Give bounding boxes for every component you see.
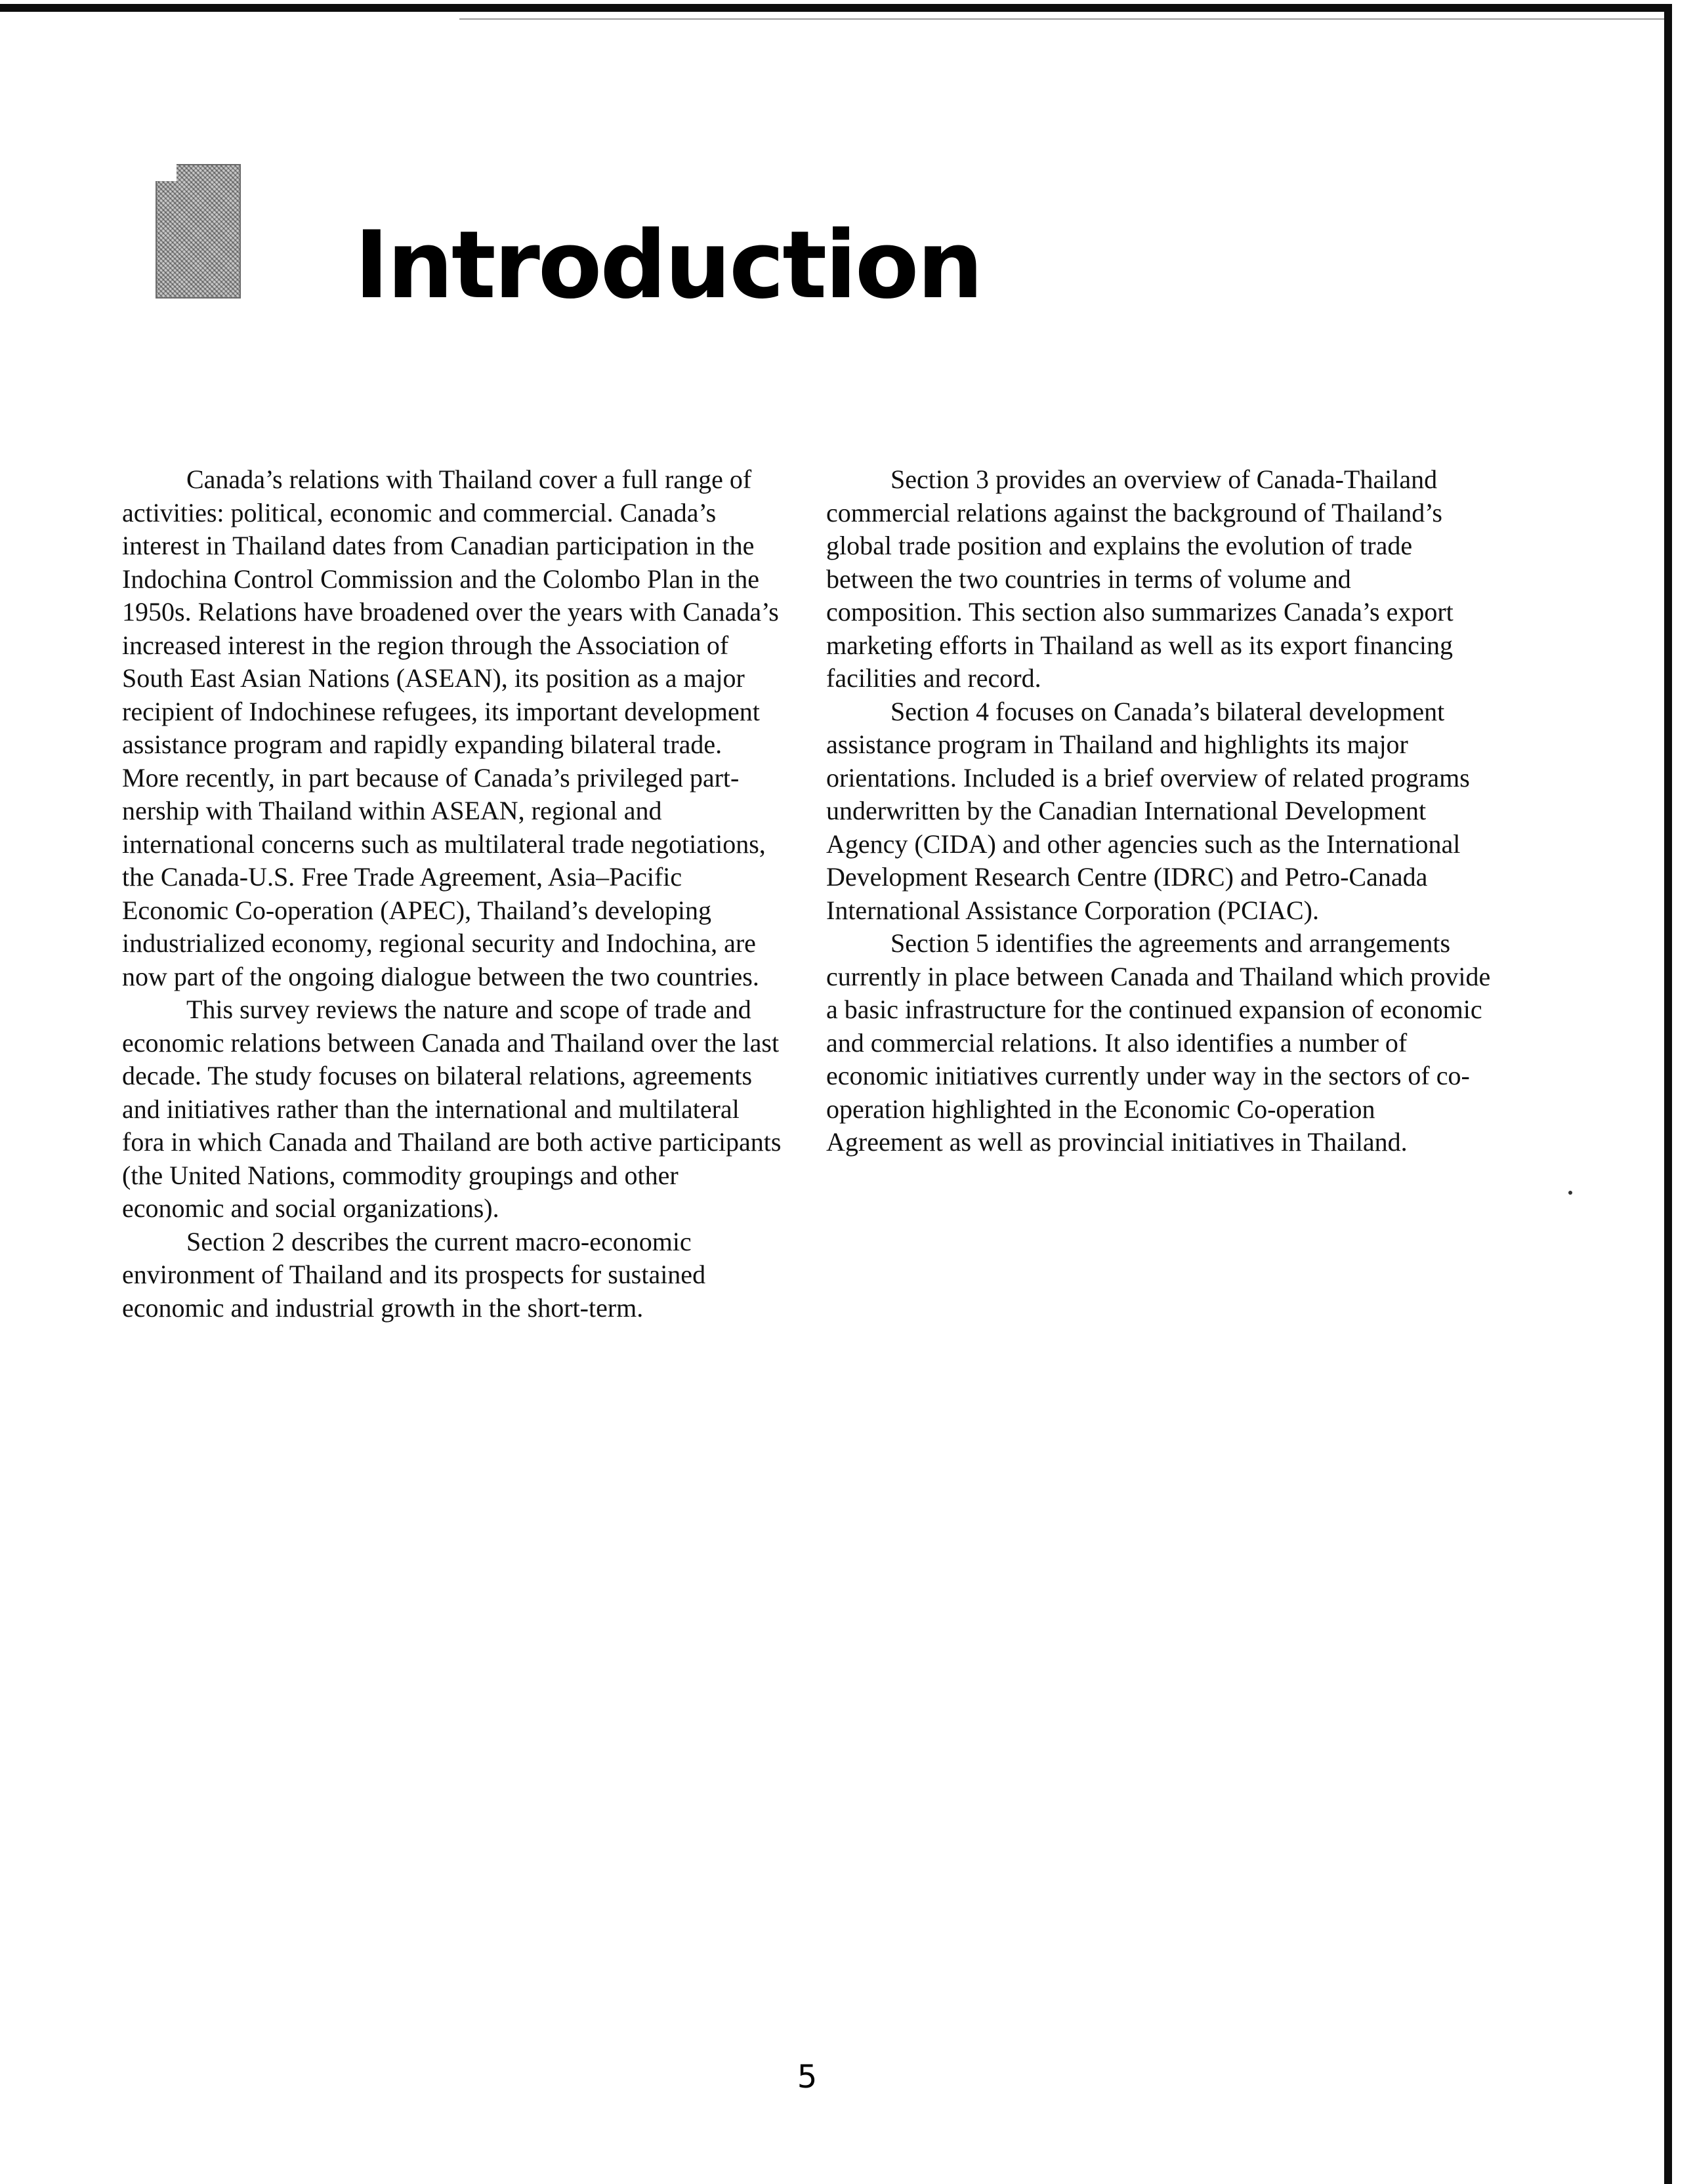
paragraph-survey-scope: This survey reviews the nature and scope of trade and economic relations between Canada and Thailand over the last decade. The study focuses on bilateral relations, agreements and initiatives rather than the international and multilateral fora in which Canada and Thailand are both active participants (the United Nations, commodity groupings and other economic and social organizations). xyxy=(122,995,782,1223)
right-border-rule xyxy=(1664,4,1672,2184)
paragraph-canada-relations: Canada’s relations with Thailand cover a full range of activities: political, economic and commercial. Canada’s interest in Thailand dates from Canadian participation in the Indochina Control Commission and the Colombo Plan in the 1950s. Relations have broadened over the years with Canada’s increased interest in the region through the Association of South East Asian Nations (ASEAN), its position as a major recipient of Indochinese refugees, its important development assistance program and rapidly expanding bilateral trade. More recently, in part because of Canada’s privileged partnership with Thailand within ASEAN, regional and international concerns such as multilateral trade negotiations, the Canada-U.S. Free Trade Agreement, Asia–Pacific Economic Co-operation (APEC), Thailand’s developing industrialized economy, regional security and Indochina, are now part of the ongoing dialogue between the two countries. xyxy=(122,464,779,991)
left-text-column xyxy=(122,463,782,1325)
page-number: 5 xyxy=(797,2059,818,2095)
scan-speck xyxy=(1568,1191,1572,1195)
paragraph-section-4: Section 4 focuses on Canada’s bilateral development assistance program in Thailand and highlights its major orientations. Included is a brief overview of related programs underwritten by the Canadian International Development Agency (CIDA) and other agencies such as the International Development Research Centre (IDRC) and Petro-Canada International Assistance Corporation (PCIAC). xyxy=(826,696,1470,925)
page-title: Introduction xyxy=(354,211,982,319)
paragraph-section-2: Section 2 describes the current macro-economic environment of Thailand and its prospects for sustained economic and industrial growth in the short-term. xyxy=(122,1226,706,1323)
top-thin-rule xyxy=(459,18,1667,20)
paragraph-section-3: Section 3 provides an overview of Canada-Thailand commercial relations against the background of Thailand’s global trade position and explains the evolution of trade between the two countries in terms of volume and composition. This section also summarizes Canada’s export marketing efforts in Thailand as well as its export financing facilities and record. xyxy=(826,464,1454,693)
top-border-rule xyxy=(0,4,1667,12)
chapter-number-graphic xyxy=(156,164,241,299)
right-text-column xyxy=(826,463,1492,1159)
paragraph-section-5: Section 5 identifies the agreements and arrangements currently in place between Canada and Thailand which provide a basic infrastructure for the continued expansion of economic and commercial relations. It also identifies a number of economic initiatives currently under way in the sectors of co-operation highlighted in the Economic Co-operation Agreement as well as provincial initiatives in Thailand. xyxy=(826,928,1491,1157)
